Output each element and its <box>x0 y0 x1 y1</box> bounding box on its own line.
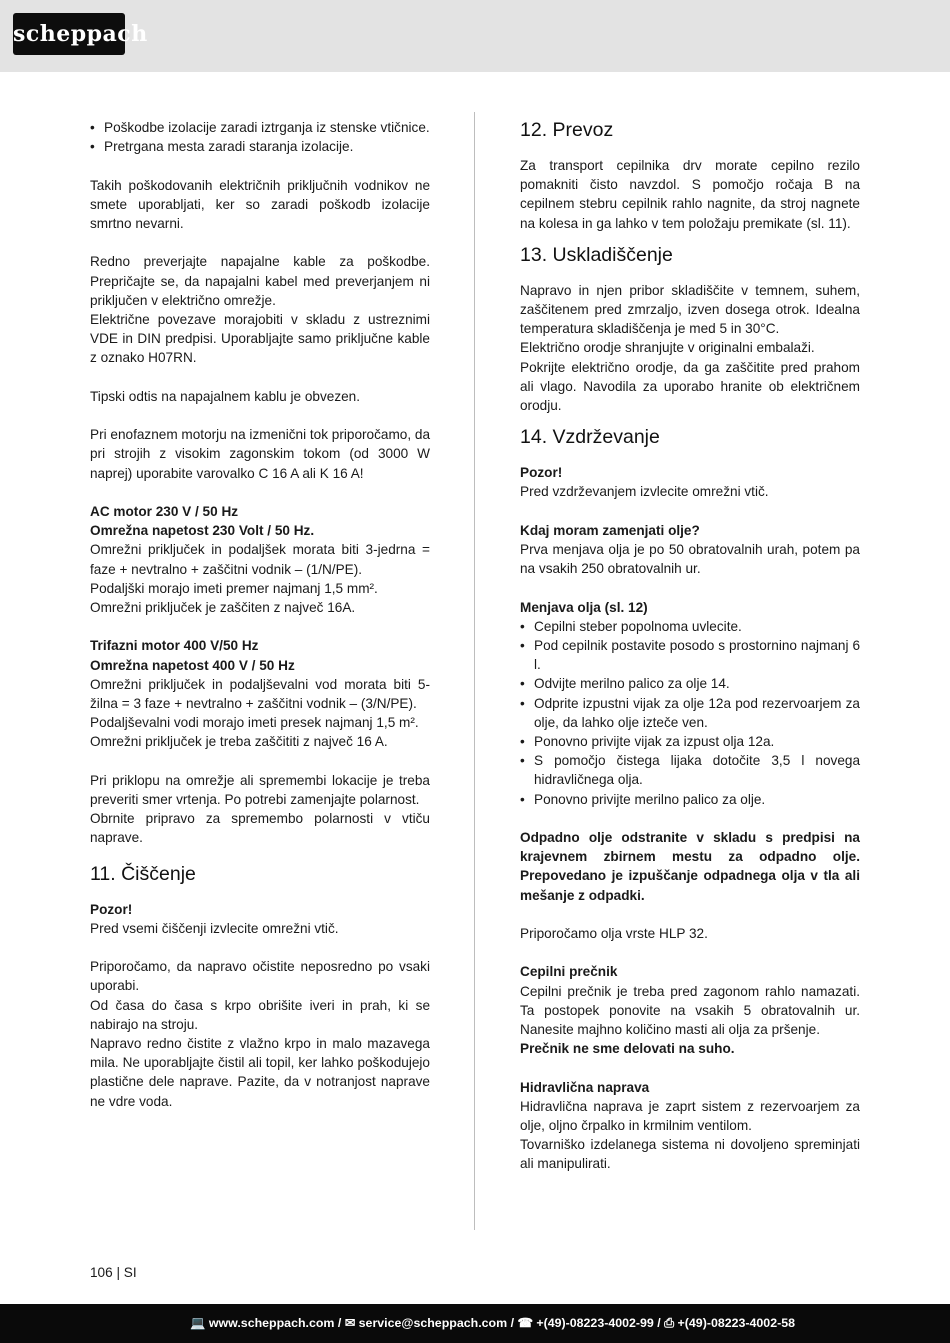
page-language: SI <box>123 1265 137 1280</box>
three-phase-motor-title: Trifazni motor 400 V/50 Hz <box>90 638 259 654</box>
footer-separator: / <box>510 1316 515 1330</box>
fax-icon: ⎙ <box>664 1316 675 1330</box>
page-footer <box>0 1304 950 1343</box>
list-item: • Poškodbe izolacije zaradi iztrganja iz stenske vtičnice. <box>90 118 430 137</box>
paragraph: Pokrijte električno orodje, da ga zaščitite pred prahom ali vlago. Navodila za uporabo hranite ob električnem orodju. <box>520 359 860 414</box>
paragraph: Tipski odtis na napajalnem kablu je obvezen. <box>90 388 361 404</box>
paragraph: Električno orodje shranjujte v originalni embalaži. <box>520 340 815 356</box>
paragraph: Omrežni priključek in podaljšek morata biti 3-jedrna = faze + nevtralno + zaščitni vodnik – (1/N/PE). <box>90 542 430 577</box>
list-item: • Pretrgana mesta zaradi staranja izolacije. <box>90 137 430 156</box>
list-item: • Ponovno privijte merilno palico za olje. <box>520 790 860 809</box>
mail-icon: ✉ <box>344 1316 356 1330</box>
section-number: 14. <box>520 426 548 449</box>
paragraph: Tovarniško izdelanega sistema ni dovoljeno spreminjati ali manipulirati. <box>520 1137 860 1172</box>
cylinder-title: Cepilni prečnik <box>520 964 618 980</box>
warning-label: Pozor! <box>520 465 563 481</box>
paragraph: Pri priklopu na omrežje ali spremembi lokacije je treba preveriti smer vrtenja. Po potrebi zamenjajte polarnost. <box>90 772 430 807</box>
paragraph: Obrnite pripravo za spremembo polarnosti v vtiču naprave. <box>90 811 430 846</box>
footer-contact <box>190 1304 795 1343</box>
section-heading-transport <box>520 118 860 142</box>
section-title: Čiščenje <box>121 862 196 885</box>
page-number-separator: | <box>116 1265 120 1280</box>
section-number: 11. <box>90 862 116 885</box>
list-item: • S pomočjo čistega lijaka dotočite 3,5 l novega hidravličnega olja. <box>520 751 860 789</box>
section-title: Uskladiščenje <box>552 243 673 266</box>
paragraph: Pred vzdrževanjem izvlecite omrežni vtič. <box>520 484 769 500</box>
right-column <box>520 118 860 1174</box>
list-item: • Odvijte merilno palico za olje 14. <box>520 674 860 693</box>
ac-voltage-title: Omrežna napetost 230 Volt / 50 Hz. <box>90 523 315 539</box>
section-number: 13. <box>520 243 548 266</box>
paragraph: Hidravlična naprava je zaprt sistem z rezervoarjem za olje, oljno črpalko in krmilnim ventilom. <box>520 1098 860 1134</box>
column-divider <box>474 112 475 1230</box>
footer-web[interactable]: www.scheppach.com <box>208 1316 335 1330</box>
left-column <box>90 118 430 1111</box>
footer-separator: / <box>657 1316 661 1330</box>
page-number-value: 106 <box>90 1265 113 1280</box>
list-item: • Odprite izpustni vijak za olje 12a pod rezervoarjem za olje, da lahko olje izteče ven. <box>520 694 860 732</box>
section-heading-maintenance <box>520 425 860 449</box>
monitor-icon: 💻 <box>190 1316 206 1330</box>
page-number <box>90 1265 137 1280</box>
paragraph: Pred vsemi čiščenji izvlecite omrežni vtič. <box>90 920 339 936</box>
paragraph: Redno preverjajte napajalne kable za poškodbe. Prepričajte se, da napajalni kabel med preverjanjem ni priključen v električno omrežje. <box>90 254 430 308</box>
paragraph: Priporočamo, da napravo očistite neposredno po vsaki uporabi. <box>90 959 430 994</box>
paragraph: Električne povezave morajobiti v skladu z ustreznimi VDE in DIN predpisi. Uporabljajte samo priključne kable z oznako H07RN. <box>90 312 430 366</box>
section-title: Vzdrževanje <box>552 426 660 449</box>
paragraph: Omrežni priključek in podaljševalni vod morata biti 5-žilna = 3 faze + nevtralno + zaščitni vodnik – (3/N/PE). <box>90 676 430 711</box>
page-header <box>0 0 950 72</box>
section-heading-storage <box>520 243 860 267</box>
footer-email[interactable]: service@scheppach.com <box>358 1316 508 1330</box>
oil-disposal-notice: Odpadno olje odstranite v skladu s predpisi na krajevnem zbirnem mestu za odpadno olje. Prepovedano je izpuščanje odpadnega olja v tla ali mešanje z odpadki. <box>520 830 860 903</box>
paragraph: Napravo in njen pribor skladiščite v temnem, suhem, zaščitenem pred zmrzaljo, izven dosega otrok. Idealna temperatura skladiščenja je med 5 in 30°C. <box>520 282 860 337</box>
scheppach-logo: scheppach <box>13 13 125 55</box>
hydraulic-title: Hidravlična naprava <box>520 1079 650 1095</box>
section-heading-cleaning <box>90 862 430 886</box>
footer-phone: +(49)-08223-4002-99 <box>536 1316 654 1330</box>
paragraph: Cepilni prečnik je treba pred zagonom rahlo namazati. Ta postopek ponovite na vsakih 5 obratovalnih ur. Nanesite majhno količino masti ali olja za pršenje. <box>520 983 860 1038</box>
three-phase-voltage-title: Omrežna napetost 400 V / 50 Hz <box>90 657 295 673</box>
paragraph: Od časa do časa s krpo obrišite iveri in prah, ki se nabirajo na stroju. <box>90 997 430 1032</box>
oil-change-steps <box>520 617 860 809</box>
section-number: 12. <box>520 119 548 141</box>
warning-label: Pozor! <box>90 901 133 917</box>
paragraph: Omrežni priključek je treba zaščititi z največ 16 A. <box>90 734 388 750</box>
section-title: Prevoz <box>552 119 614 141</box>
list-item: • Pod cepilnik postavite posodo s prostornino najmanj 6 l. <box>520 636 860 674</box>
paragraph: Prva menjava olja je po 50 obratovalnih urah, potem pa na vsakih 250 obratovalnih ur. <box>520 542 860 577</box>
oil-change-title: Menjava olja (sl. 12) <box>520 599 648 615</box>
list-item: • Ponovno privijte vijak za izpust olja 12a. <box>520 732 860 751</box>
paragraph: Omrežni priključek je zaščiten z največ 16A. <box>90 600 356 615</box>
ac-motor-title: AC motor 230 V / 50 Hz <box>90 503 239 519</box>
phone-icon: ☎ <box>517 1316 533 1330</box>
oil-change-question: Kdaj moram zamenjati olje? <box>520 522 700 538</box>
list-item: • Cepilni steber popolnoma uvlecite. <box>520 617 860 636</box>
footer-separator: / <box>337 1316 342 1330</box>
cylinder-warning: Prečnik ne sme delovati na suho. <box>520 1041 735 1057</box>
paragraph: Priporočamo olja vrste HLP 32. <box>520 926 708 942</box>
paragraph: Pri enofaznem motorju na izmenični tok priporočamo, da pri strojih z visokim zagonskim tokom (od 3000 W naprej) uporabite varovalko C 16 A ali K 16 A! <box>90 427 431 481</box>
paragraph: Za transport cepilnika drv morate cepilno rezilo pomakniti čisto navzdol. S pomočjo ročaja B na cepilnem stebru cepilnik rahlo nagnite, da stroj nagnete na kolesa in ga lahko v tem položaju premikate (sl. 11). <box>520 158 860 231</box>
paragraph: Takih poškodovanih električnih priključnih vodnikov ne smete uporabljati, ker so zaradi poškodb izolacije smrtno nevarni. <box>90 177 430 231</box>
paragraph: Podaljševalni vodi morajo imeti presek najmanj 1,5 m². <box>90 715 419 731</box>
paragraph: Podaljški morajo imeti premer najmanj 1,5 mm². <box>90 580 378 596</box>
insulation-damage-list <box>90 118 430 156</box>
paragraph: Napravo redno čistite z vlažno krpo in malo mazavega mila. Ne uporabljajte čistil ali topil, ker lahko poškodujejo plastične dele naprave. Pazite, da v notranjost naprave ne vdre voda. <box>90 1036 430 1109</box>
footer-fax: +(49)-08223-4002-58 <box>677 1316 795 1330</box>
